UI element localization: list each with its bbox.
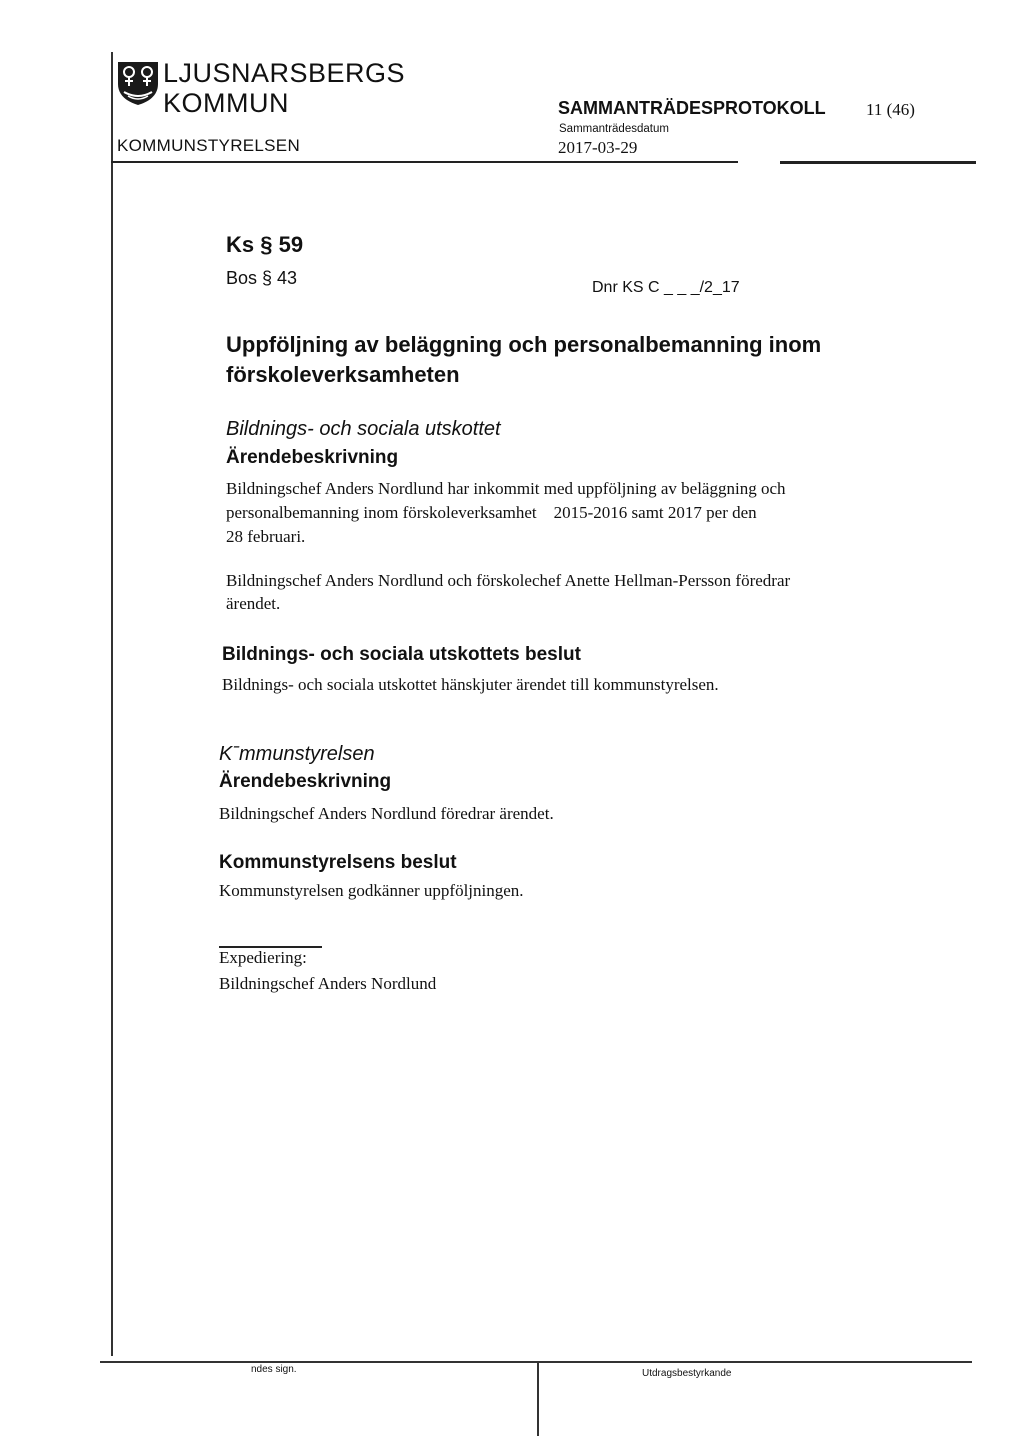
committee-section-title: Bildnings- och sociala utskottet bbox=[226, 418, 501, 440]
document-type: SAMMANTRÄDESPROTOKOLL bbox=[558, 98, 826, 118]
committee-decision-text: Bildnings- och sociala utskottet hänskjuter ärendet till kommunstyrelsen. bbox=[222, 675, 719, 694]
description-line: personalbemanning inom förskoleverksamhet 2015-2016 samt 2017 per den bbox=[226, 503, 757, 522]
board-decision-text: Kommunstyrelsen godkänner uppföljningen. bbox=[219, 881, 524, 900]
description-heading: Ärendebeskrivning bbox=[226, 447, 399, 468]
description-line: 28 februari. bbox=[226, 527, 306, 546]
description-line: Bildningschef Anders Nordlund har inkommit med uppföljning av beläggning och bbox=[226, 479, 786, 498]
meeting-date: 2017-03-29 bbox=[558, 138, 638, 157]
date-label: Sammanträdesdatum bbox=[559, 123, 669, 135]
org-name-line2: KOMMUN bbox=[163, 88, 289, 118]
ks-paragraph: Ks § 59 bbox=[226, 232, 304, 257]
diary-number: Dnr KS C _ _ _/2_17 bbox=[592, 279, 740, 296]
committee-name: KOMMUNSTYRELSEN bbox=[117, 136, 301, 155]
presenter-line: Bildningschef Anders Nordlund och förskolechef Anette Hellman-Persson föredrar bbox=[226, 571, 791, 590]
committee-decision-heading: Bildnings- och sociala utskottets beslut bbox=[222, 644, 581, 665]
footer-divider bbox=[537, 1361, 539, 1436]
case-title-line1: Uppföljning av beläggning och personalbemanning inom bbox=[226, 332, 822, 357]
dispatch-label: Expediering: bbox=[219, 948, 307, 967]
header-rule-right bbox=[780, 161, 976, 164]
org-name-line1: LJUSNARSBERGS bbox=[163, 58, 406, 88]
page-number: 11 (46) bbox=[866, 100, 915, 119]
board-description-text: Bildningschef Anders Nordlund föredrar ärendet. bbox=[219, 804, 554, 823]
presenter-line: ärendet. bbox=[226, 594, 281, 613]
board-description-heading: Ärendebeskrivning bbox=[219, 771, 392, 792]
board-decision-heading: Kommunstyrelsens beslut bbox=[219, 852, 457, 873]
signature-label: ndes sign. bbox=[251, 1364, 297, 1375]
case-title-line2: förskoleverksamheten bbox=[226, 362, 460, 387]
margin-line bbox=[111, 52, 113, 1356]
extract-certification-label: Utdragsbestyrkande bbox=[642, 1368, 732, 1379]
footer-rule bbox=[100, 1361, 972, 1363]
municipality-crest-icon bbox=[116, 60, 160, 106]
board-section-title: Kˉmmunstyrelsen bbox=[219, 743, 375, 765]
header-rule bbox=[111, 161, 738, 163]
bos-paragraph: Bos § 43 bbox=[226, 268, 298, 288]
dispatch-recipient: Bildningschef Anders Nordlund bbox=[219, 974, 437, 993]
